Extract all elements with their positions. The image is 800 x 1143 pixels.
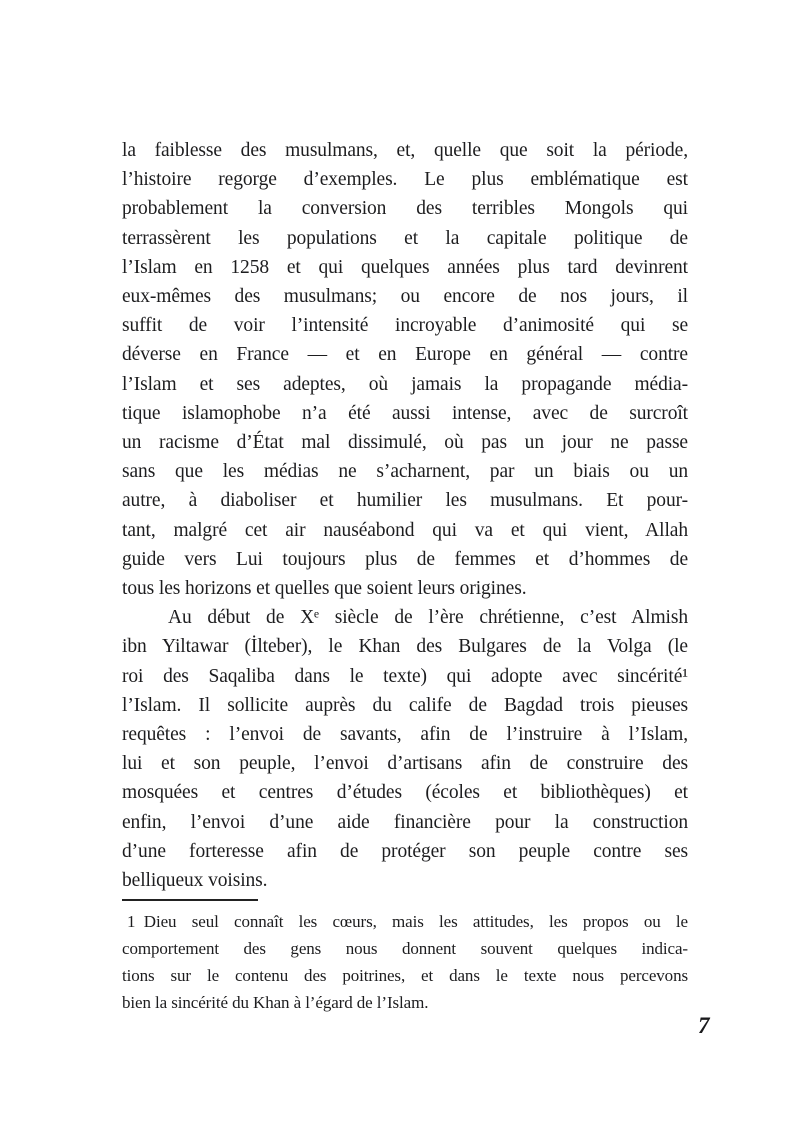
text-line: terrassèrent les populations et la capitale politique de: [122, 227, 688, 249]
text-line: Au début de Xᵉ siècle de l’ère chrétienne, c’est Almish: [168, 607, 688, 629]
footnote-line: bien la sincérité du Khan à l’égard de l’Islam.: [122, 993, 429, 1013]
text-line: déverse en France — et en Europe en général — contre: [122, 344, 688, 366]
footnote: [122, 908, 688, 1016]
footnote-separator: [122, 899, 258, 901]
text-line: requêtes : l’envoi de savants, afin de l’instruire à l’Islam,: [122, 724, 688, 746]
text-line: tous les horizons et quelles que soient leurs origines.: [122, 578, 527, 600]
text-line: suffit de voir l’intensité incroyable d’animosité qui se: [122, 315, 688, 337]
text-line: l’Islam. Il sollicite auprès du calife de Bagdad trois pieuses: [122, 694, 688, 716]
text-line: roi des Saqaliba dans le texte) qui adopte avec sincérité¹: [122, 665, 688, 687]
text-line: eux-mêmes des musulmans; ou encore de nos jours, il: [122, 286, 688, 308]
text-line: tique islamophobe n’a été aussi intense, avec de surcroît: [122, 402, 688, 424]
text-line: belliqueux voisins.: [122, 870, 268, 892]
text-line: autre, à diaboliser et humilier les musulmans. Et pour-: [122, 490, 688, 512]
footnote-line: tions sur le contenu des poitrines, et dans le texte nous percevons: [122, 966, 688, 986]
text-line: la faiblesse des musulmans, et, quelle que soit la période,: [122, 140, 688, 161]
text-line: tant, malgré cet air nauséabond qui va et qui vient, Allah: [122, 519, 688, 541]
page-number: 7: [698, 1013, 710, 1038]
footnote-line: comportement des gens nous donnent souvent quelques indica-: [122, 939, 688, 959]
paragraph-1: [122, 136, 688, 603]
text-line: un racisme d’État mal dissimulé, où pas un jour ne passe: [122, 432, 688, 454]
text-line: sans que les médias ne s’acharnent, par un biais ou un: [122, 461, 688, 483]
text-line: enfin, l’envoi d’une aide financière pour la construction: [122, 811, 688, 833]
text-line: l’Islam et ses adeptes, où jamais la propagande média-: [122, 373, 688, 395]
text-line: guide vers Lui toujours plus de femmes et d’hommes de: [122, 548, 688, 570]
text-line: l’Islam en 1258 et qui quelques années plus tard devinrent: [122, 256, 688, 278]
text-line: probablement la conversion des terribles Mongols qui: [122, 198, 688, 220]
text-line: l’histoire regorge d’exemples. Le plus emblématique est: [122, 169, 688, 191]
paragraph-2: [122, 603, 688, 895]
text-line: lui et son peuple, l’envoi d’artisans afin de construire des: [122, 753, 688, 775]
body-text: [122, 136, 688, 1016]
text-line: ibn Yiltawar (İlteber), le Khan des Bulgares de la Volga (le: [122, 636, 688, 658]
text-line: mosquées et centres d’études (écoles et bibliothèques) et: [122, 782, 688, 804]
text-line: d’une forteresse afin de protéger son peuple contre ses: [122, 840, 688, 862]
footnote-line: 1 Dieu seul connaît les cœurs, mais les attitudes, les propos ou le: [127, 912, 688, 932]
